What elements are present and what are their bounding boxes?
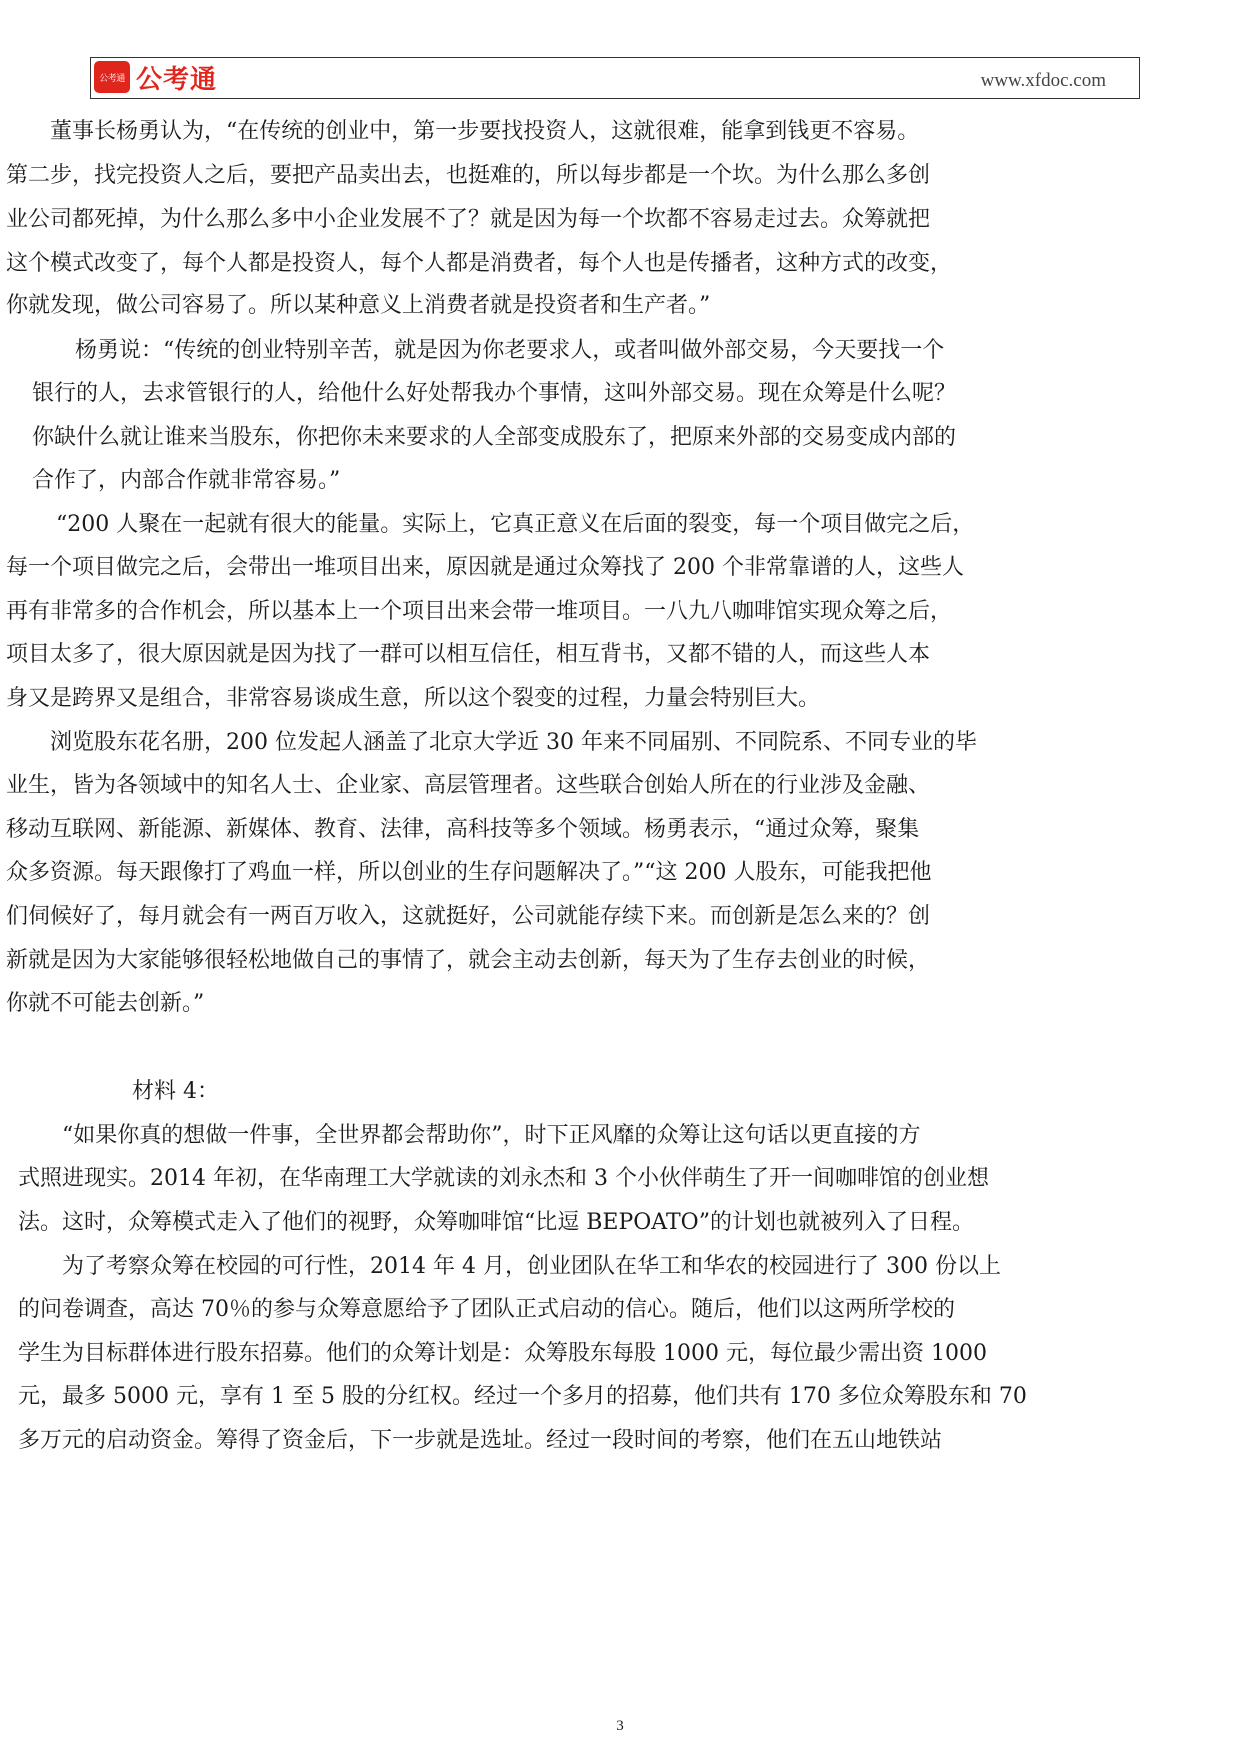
text-line: 你缺什么就让谁来当股东，你把你未来要求的人全部变成股东了，把原来外部的交易变成内部的 [32, 425, 957, 450]
section-heading: 材料 4： [132, 1079, 219, 1104]
text-line: 学生为目标群体进行股东招募。他们的众筹计划是：众筹股东每股 1000 元，每位最少需出资 1000 [18, 1341, 987, 1366]
text-line: 们伺候好了，每月就会有一两百万收入，这就挺好，公司就能存续下来。而创新是怎么来的？创 [6, 904, 931, 929]
text-line: “200 人聚在一起就有很大的能量。实际上，它真正意义在后面的裂变，每一个项目做完之后， [56, 512, 975, 537]
text-line: 董事长杨勇认为，“在传统的创业中，第一步要找投资人，这就很难，能拿到钱更不容易。 [50, 119, 920, 144]
text-line: 项目太多了，很大原因就是因为找了一群可以相互信任，相互背书，又都不错的人，而这些人本 [6, 642, 931, 667]
text-line: 元，最多 5000 元，享有 1 至 5 股的分红权。经过一个多月的招募，他们共有 170 多位众筹股东和 70 [18, 1384, 1027, 1409]
logo-mark-text: 公考通 [99, 73, 125, 84]
text-line: 第二步，找完投资人之后，要把产品卖出去，也挺难的，所以每步都是一个坎。为什么那么多创 [6, 163, 931, 188]
text-line: “如果你真的想做一件事，全世界都会帮助你”，时下正风靡的众筹让这句话以更直接的方 [62, 1123, 921, 1148]
text-line: 法。这时，众筹模式走入了他们的视野，众筹咖啡馆“比逗 BEPOATO”的计划也就被列入了日程。 [18, 1210, 974, 1235]
text-line: 每一个项目做完之后，会带出一堆项目出来，原因就是通过众筹找了 200 个非常靠谱的人，这些人 [6, 555, 964, 580]
page-number: 3 [616, 1718, 624, 1734]
text-line: 多万元的启动资金。筹得了资金后，下一步就是选址。经过一段时间的考察，他们在五山地铁站 [18, 1428, 943, 1453]
text-line: 移动互联网、新能源、新媒体、教育、法律，高科技等多个领域。杨勇表示，“通过众筹，聚集 [6, 817, 920, 842]
text-line: 的问卷调查，高达 70％的参与众筹意愿给予了团队正式启动的信心。随后，他们以这两所学校的 [18, 1297, 955, 1322]
text-line: 身又是跨界又是组合，非常容易谈成生意，所以这个裂变的过程，力量会特别巨大。 [6, 686, 821, 711]
text-line: 杨勇说：“传统的创业特别辛苦，就是因为你老要求人，或者叫做外部交易，今天要找一个 [75, 338, 945, 363]
text-line: 新就是因为大家能够很轻松地做自己的事情了，就会主动去创新，每天为了生存去创业的时候， [6, 948, 931, 973]
text-line: 再有非常多的合作机会，所以基本上一个项目出来会带一堆项目。一八九八咖啡馆实现众筹之后， [6, 599, 953, 624]
text-line: 你就发现，做公司容易了。所以某种意义上消费者就是投资者和生产者。” [6, 293, 711, 318]
text-line: 为了考察众筹在校园的可行性，2014 年 4 月，创业团队在华工和华农的校园进行了 300 份以上 [62, 1254, 1001, 1279]
text-line: 业公司都死掉，为什么那么多中小企业发展不了？就是因为每一个坎都不容易走过去。众筹就把 [6, 207, 931, 232]
text-line: 你就不可能去创新。” [6, 991, 205, 1016]
text-line: 浏览股东花名册，200 位发起人涵盖了北京大学近 30 年来不同届别、不同院系、不同专业的毕 [50, 730, 977, 755]
text-line: 式照进现实。2014 年初，在华南理工大学就读的刘永杰和 3 个小伙伴萌生了开一间咖啡馆的创业想 [18, 1166, 989, 1191]
text-line: 合作了，内部合作就非常容易。” [32, 468, 341, 493]
text-line: 众多资源。每天跟像打了鸡血一样，所以创业的生存问题解决了。”“这 200 人股东，可能我把他 [6, 860, 932, 885]
text-line: 银行的人，去求管银行的人，给他什么好处帮我办个事情，这叫外部交易。现在众筹是什么呢？ [32, 381, 957, 406]
site-url: www.xfdoc.com [980, 70, 1106, 91]
text-line: 这个模式改变了，每个人都是投资人，每个人都是消费者，每个人也是传播者，这种方式的改变， [6, 251, 953, 276]
text-line: 业生，皆为各领域中的知名人士、企业家、高层管理者。这些联合创始人所在的行业涉及金融、 [6, 773, 931, 798]
logo-text: 公考通 [136, 64, 218, 95]
